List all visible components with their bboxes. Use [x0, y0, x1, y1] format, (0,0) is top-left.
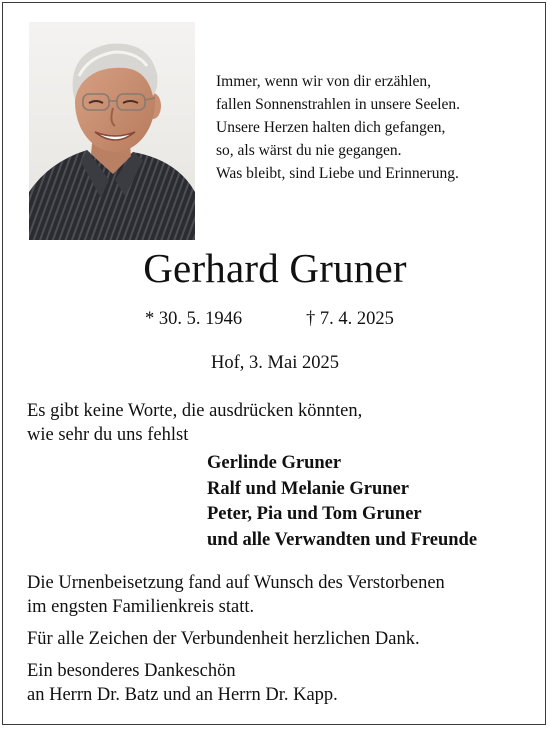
burial-note-line: Die Urnenbeisetzung fand auf Wunsch des Verstorbenen	[27, 573, 445, 593]
burial-note-line: im engsten Familienkreis statt.	[27, 597, 255, 617]
closing-text	[27, 571, 445, 707]
message-line: Es gibt keine Worte, die ausdrücken könnten,	[27, 401, 363, 421]
mourners-list	[207, 451, 477, 553]
message	[27, 399, 362, 447]
portrait-photo	[29, 22, 195, 240]
poem-line: Immer, wenn wir von dir erzählen,	[216, 73, 432, 90]
poem	[216, 70, 460, 185]
mourner-name: Peter, Pia und Tom Gruner	[207, 504, 422, 524]
deceased-name: Gerhard Gruner	[143, 245, 407, 291]
mourner-name: Ralf und Melanie Gruner	[207, 478, 409, 499]
obituary-notice	[2, 2, 546, 725]
special-thanks-line: Ein besonderes Dankeschön	[27, 661, 236, 681]
death-date: † 7. 4. 2025	[306, 309, 394, 329]
special-thanks-line: an Herrn Dr. Batz und an Herrn Dr. Kapp.	[27, 685, 338, 705]
mourner-name: und alle Verwandten und Freunde	[207, 529, 478, 550]
thanks-line: Für alle Zeichen der Verbundenheit herzlichen Dank.	[27, 629, 420, 649]
poem-line: so, als wärst du nie gegangen.	[216, 142, 402, 159]
poem-line: Was bleibt, sind Liebe und Erinnerung.	[216, 165, 459, 182]
place-and-date: Hof, 3. Mai 2025	[211, 353, 339, 373]
mourner-name: Gerlinde Gruner	[207, 453, 342, 473]
poem-line: fallen Sonnenstrahlen in unsere Seelen.	[216, 96, 461, 113]
birth-date: * 30. 5. 1946	[145, 309, 243, 329]
poem-line: Unsere Herzen halten dich gefangen,	[216, 119, 446, 136]
message-line: wie sehr du uns fehlst	[27, 425, 189, 445]
